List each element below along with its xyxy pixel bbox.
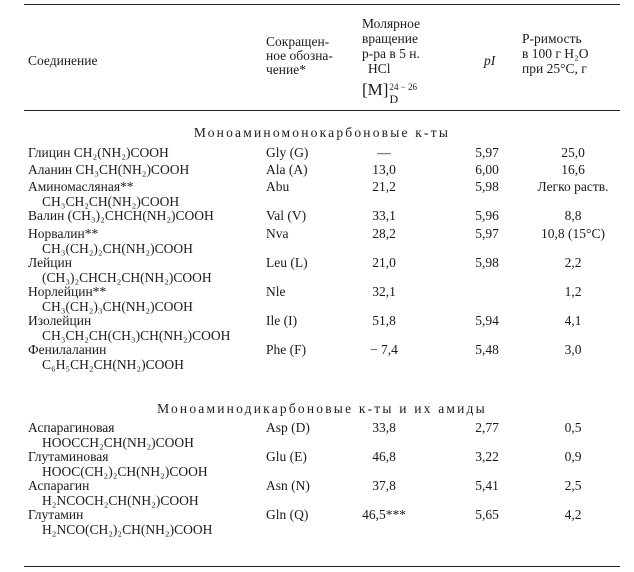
header-rotation-1: Молярное — [362, 16, 421, 31]
header-solubility-2: в 100 г H₂O — [522, 46, 589, 61]
compound-abbr: Asn (N) — [266, 478, 310, 493]
molar-rotation: 33,8 — [372, 420, 396, 435]
compound-formula: CH₃CH₂CH(CH₃)CH(NH₂)COOH — [42, 328, 231, 343]
compound-name: Глицин CH₂(NH₂)COOH — [28, 145, 169, 160]
compound-abbr: Nva — [266, 226, 289, 241]
solubility: 2,2 — [564, 255, 582, 270]
molar-rotation: 46,5*** — [362, 507, 406, 522]
solubility: 10,8 (15°С) — [541, 226, 605, 241]
compound-name: Аминомасляная** — [28, 179, 134, 194]
isoelectric-point: 5,48 — [475, 342, 499, 357]
compound-abbr: Nle — [266, 284, 286, 299]
solubility: 1,2 — [564, 284, 582, 299]
molar-rotation: 21,2 — [372, 179, 396, 194]
isoelectric-point: 2,77 — [475, 420, 499, 435]
solubility: 8,8 — [564, 208, 582, 223]
rotation-sup: 24 − 26 — [389, 81, 418, 92]
compound-abbr: Phe (F) — [266, 342, 307, 357]
compound-formula: CH₃(CH₂)₂CH(NH₂)COOH — [42, 241, 193, 256]
header-rotation-formula — [362, 80, 428, 106]
molar-rotation: 28,2 — [372, 226, 396, 241]
solubility: 4,1 — [564, 313, 582, 328]
header-compound: Соединение — [28, 53, 98, 68]
isoelectric-point: 5,97 — [475, 145, 499, 160]
molar-rotation: 51,8 — [372, 313, 396, 328]
molar-rotation: 46,8 — [372, 449, 396, 464]
molar-rotation: 33,1 — [372, 208, 396, 223]
molar-rotation: 32,1 — [372, 284, 396, 299]
molar-rotation: 13,0 — [372, 162, 396, 177]
isoelectric-point: 3,22 — [475, 449, 499, 464]
compound-abbr: Leu (L) — [266, 255, 308, 270]
compound-name: Аланин CH₃CH(NH₂)COOH — [28, 162, 190, 177]
compound-abbr: Gln (Q) — [266, 507, 309, 522]
compound-abbr: Glu (E) — [266, 449, 307, 464]
isoelectric-point: 5,96 — [475, 208, 499, 223]
header-pi: pI — [484, 53, 496, 68]
isoelectric-point: 5,98 — [475, 179, 499, 194]
compound-abbr: Val (V) — [266, 208, 307, 223]
compound-name: Валин (CH₃)₂CHCH(NH₂)COOH — [28, 208, 214, 223]
compound-name: Глутаминовая — [28, 449, 109, 464]
section-title: Моноаминомонокарбоновые к-ты — [193, 125, 451, 140]
isoelectric-point: 6,00 — [475, 162, 499, 177]
header-rotation-4: HCl — [368, 61, 391, 76]
molar-rotation: 37,8 — [372, 478, 396, 493]
compound-abbr: Ile (I) — [266, 313, 298, 328]
compound-abbr: Gly (G) — [266, 145, 309, 160]
header-rule — [24, 110, 620, 111]
rotation-sub: D — [389, 91, 399, 106]
solubility: 25,0 — [561, 145, 585, 160]
solubility: 4,2 — [564, 507, 582, 522]
solubility: 0,9 — [564, 449, 582, 464]
isoelectric-point: 5,94 — [475, 313, 499, 328]
compound-formula: HOOC(CH₂)₂CH(NH₂)COOH — [42, 464, 208, 479]
compound-formula: C₆H₅CH₂CH(NH₂)COOH — [42, 357, 184, 372]
compound-formula: (CH₃)₂CHCH₂CH(NH₂)COOH — [42, 270, 212, 285]
section-title: Моноаминодикарбоновые к-ты и их амиды — [157, 401, 487, 416]
molar-rotation: − 7,4 — [370, 342, 398, 357]
solubility: 0,5 — [564, 420, 582, 435]
compound-name: Норвалин** — [28, 226, 99, 241]
compound-name: Аспарагиновая — [28, 420, 115, 435]
compound-name: Фенилаланин — [28, 342, 107, 357]
header-solubility-3: при 25°С, г — [522, 61, 587, 76]
isoelectric-point: 5,98 — [475, 255, 499, 270]
compound-formula: H₂NCO(CH₂)₂CH(NH₂)COOH — [42, 522, 213, 537]
solubility: Легко раств. — [537, 179, 609, 194]
isoelectric-point: 5,41 — [475, 478, 499, 493]
compound-name: Глутамин — [28, 507, 84, 522]
top-rule — [24, 4, 620, 5]
header-rotation-2: вращение — [362, 31, 418, 46]
header-abbr-2: ное обозна- — [266, 48, 333, 63]
molar-rotation: — — [377, 145, 391, 160]
compound-formula: CH₃(CH₂)₃CH(NH₂)COOH — [42, 299, 193, 314]
compound-formula: H₂NCOCH₂CH(NH₂)COOH — [42, 493, 199, 508]
compound-abbr: Abu — [266, 179, 290, 194]
header-abbr-3: чение* — [266, 62, 306, 77]
compound-name: Лейцин — [28, 255, 72, 270]
isoelectric-point: 5,97 — [475, 226, 499, 241]
compound-abbr: Asp (D) — [266, 420, 310, 435]
compound-formula: HOOCCH₂CH(NH₂)COOH — [42, 435, 194, 450]
bottom-rule — [24, 566, 620, 567]
compound-formula: CH₃CH₂CH(NH₂)COOH — [42, 194, 180, 209]
molar-rotation: 21,0 — [372, 255, 396, 270]
compound-name: Изолейцин — [28, 313, 92, 328]
compound-abbr: Ala (A) — [266, 162, 308, 177]
solubility: 2,5 — [564, 478, 582, 493]
rotation-symbol: [M] — [362, 80, 389, 99]
solubility: 16,6 — [561, 162, 585, 177]
header-solubility-1: Р-римость — [522, 31, 582, 46]
header-abbr-1: Сокращен- — [266, 34, 330, 49]
compound-name: Аспарагин — [28, 478, 90, 493]
compound-name: Норлейцин** — [28, 284, 107, 299]
isoelectric-point: 5,65 — [475, 507, 499, 522]
header-rotation-3: р-ра в 5 н. — [362, 46, 420, 61]
solubility: 3,0 — [564, 342, 582, 357]
